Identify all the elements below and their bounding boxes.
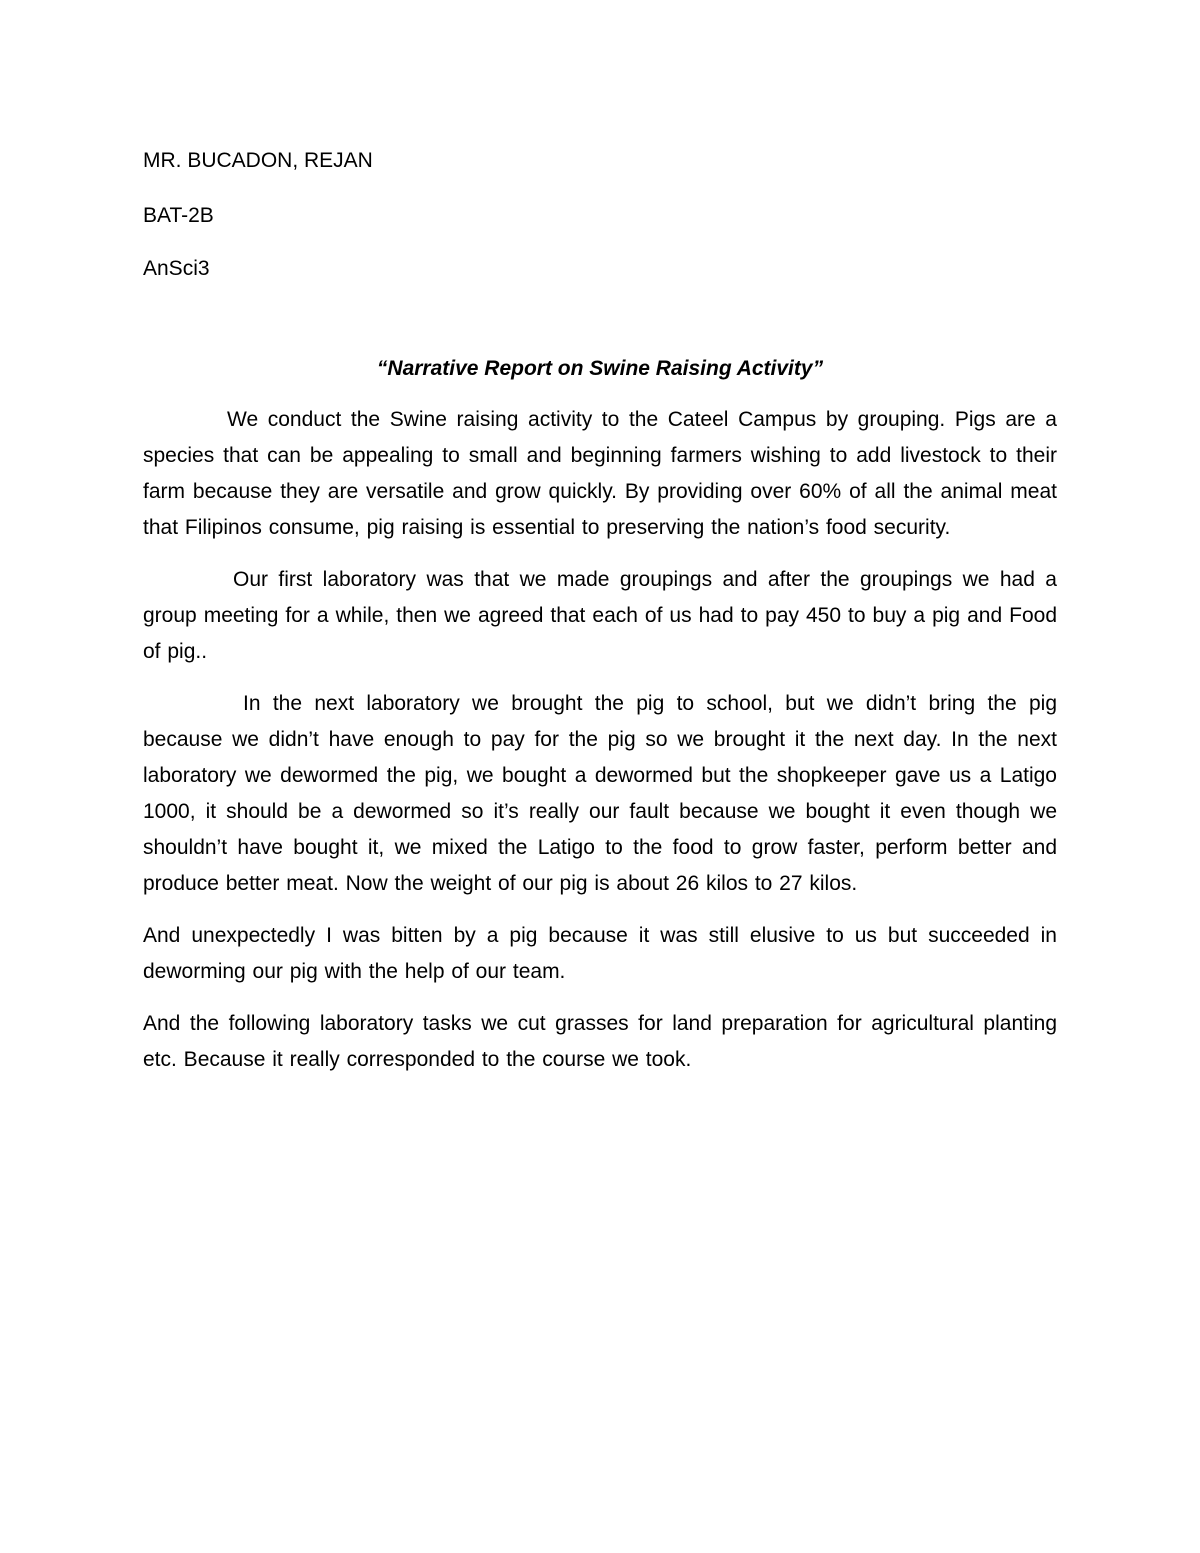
paragraph-first-laboratory: Our first laboratory was that we made groupings and after the groupings we had a group meeting for a while, then we agreed that each of us had to pay 450 to buy a pig and Food of pig..: [143, 568, 1057, 663]
paragraph-intro: We conduct the Swine raising activity to the Cateel Campus by grouping. Pigs are a species that can be appealing to small and beginning farmers wishing to add livestock to their farm because they are versatile and grow quickly. By providing over 60% of all the animal meat that Filipinos consume, pig raising is essential to preserving the nation’s food security.: [143, 408, 1057, 539]
student-section: BAT-2B: [143, 204, 214, 227]
paragraph-next-laboratory: In the next laboratory we brought the pig to school, but we didn’t bring the pig because we didn’t have enough to pay for the pig so we brought it the next day. In the next laboratory we dewormed the pig, we bought a dewormed but the shopkeeper gave us a Latigo 1000, it should be a dewormed so it’s really our fault because we bought it even though we shouldn’t have bought it, we mixed the Latigo to the food to grow faster, perform better and produce better meat. Now the weight of our pig is about 26 kilos to 27 kilos.: [143, 692, 1057, 895]
paragraph-bitten: And unexpectedly I was bitten by a pig because it was still elusive to us but succeeded in deworming our pig with the help of our team.: [143, 924, 1057, 983]
student-name: MR. BUCADON, REJAN: [143, 149, 373, 172]
course-code: AnSci3: [143, 257, 210, 280]
report-body: [143, 402, 1057, 1094]
report-title: “Narrative Report on Swine Raising Activity”: [376, 357, 824, 380]
paragraph-following-tasks: And the following laboratory tasks we cut grasses for land preparation for agricultural planting etc. Because it really corresponded to the course we took.: [143, 1012, 1057, 1071]
